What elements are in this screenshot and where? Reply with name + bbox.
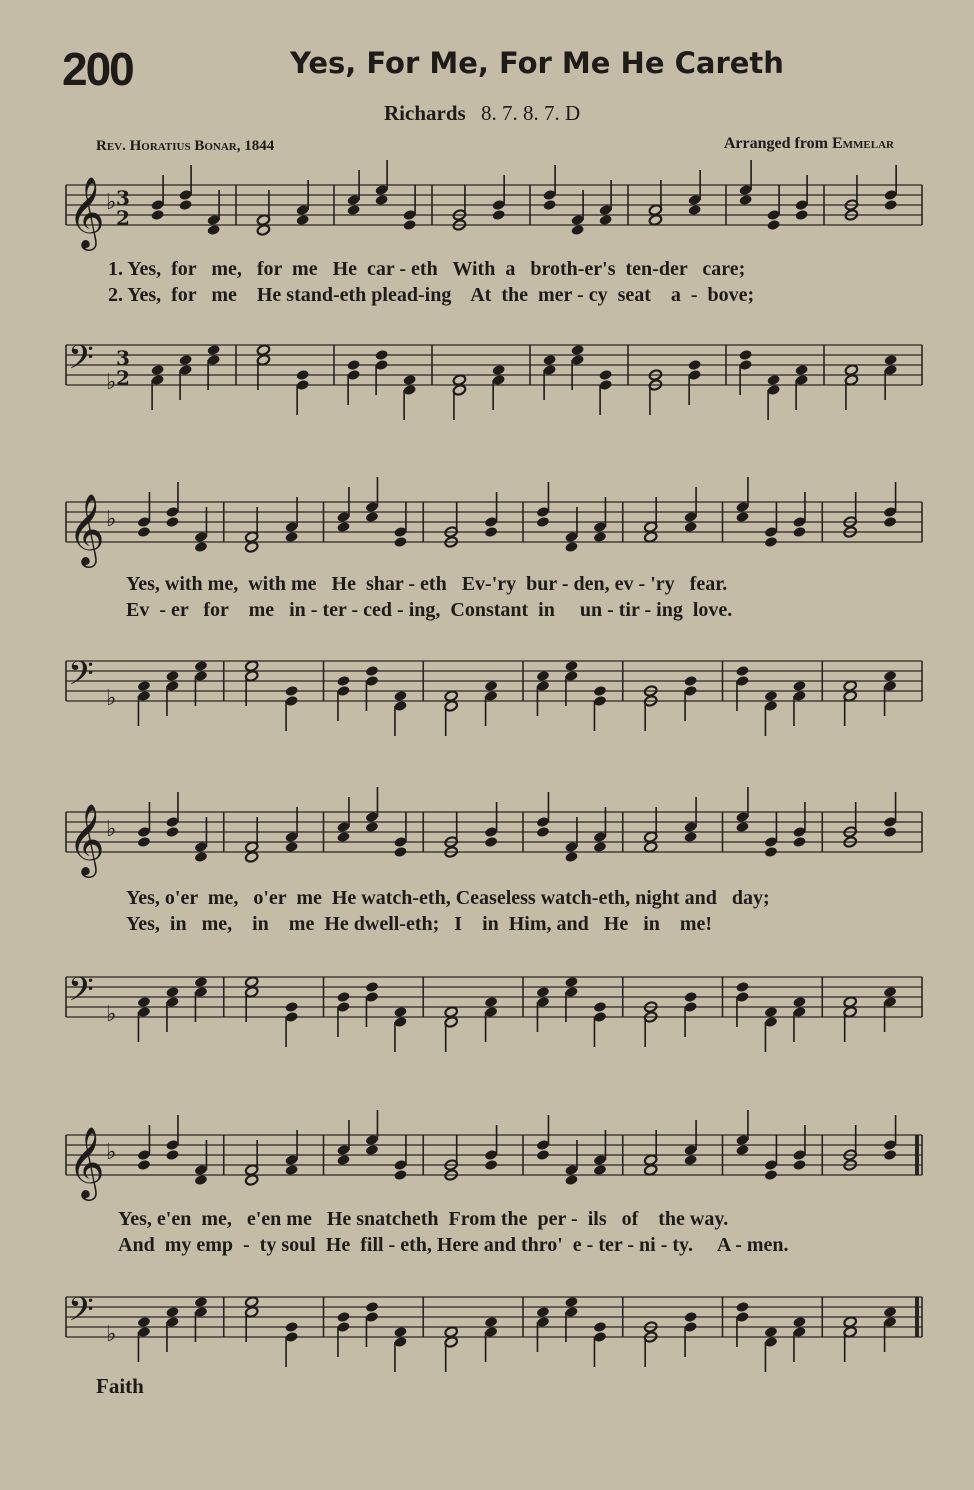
note-head	[484, 1159, 498, 1171]
tune-line	[384, 101, 580, 126]
note-head	[444, 1006, 458, 1018]
note-head	[484, 680, 498, 692]
time-signature-top: 3	[116, 186, 130, 210]
treble-staff	[0, 1120, 974, 1198]
note-head	[194, 541, 208, 553]
note-head	[593, 531, 607, 543]
note-head	[792, 836, 806, 848]
key-signature-flat-icon: ♭	[106, 1322, 117, 1347]
note-head	[137, 526, 151, 538]
note-head	[194, 660, 208, 672]
note-head	[194, 1296, 208, 1308]
note-head	[336, 831, 350, 843]
note-head	[296, 369, 310, 381]
note-head	[536, 826, 550, 838]
note-head	[484, 526, 498, 538]
note-head	[484, 1316, 498, 1328]
note-head	[794, 209, 808, 221]
note-head	[484, 996, 498, 1008]
note-head	[393, 846, 407, 858]
note-head	[536, 986, 550, 998]
note-head	[194, 1174, 208, 1186]
note-head	[683, 1154, 697, 1166]
key-signature-flat-icon: ♭	[106, 370, 117, 395]
note-head	[683, 675, 697, 687]
note-head	[792, 680, 806, 692]
note-head	[336, 1311, 350, 1323]
note-head	[206, 224, 220, 236]
note-head	[402, 219, 416, 231]
note-head	[883, 670, 897, 682]
note-head	[365, 821, 379, 833]
note-head	[593, 841, 607, 853]
note-head	[884, 354, 898, 366]
note-head	[593, 685, 607, 697]
note-head	[150, 364, 164, 376]
note-head	[735, 981, 749, 993]
treble-clef-icon: 𝄞	[68, 492, 105, 565]
note-head	[844, 364, 858, 376]
bass-staff	[0, 962, 974, 1032]
note-head	[683, 521, 697, 533]
note-head	[683, 991, 697, 1003]
note-head	[365, 665, 379, 677]
note-head	[564, 1174, 578, 1186]
note-head	[644, 531, 658, 543]
note-head	[598, 369, 612, 381]
note-head	[165, 826, 179, 838]
note-head	[593, 1164, 607, 1176]
note-head	[284, 1164, 298, 1176]
key-signature-flat-icon: ♭	[106, 190, 117, 215]
note-head	[884, 199, 898, 211]
note-head	[165, 1149, 179, 1161]
note-head	[444, 1326, 458, 1338]
note-head	[165, 1306, 179, 1318]
key-signature-flat-icon: ♭	[106, 1140, 117, 1165]
arranger-source: Emmelar	[832, 135, 894, 152]
note-head	[738, 194, 752, 206]
note-head	[644, 841, 658, 853]
note-head	[792, 996, 806, 1008]
hymn-title: Yes, For Me, For Me He Careth	[290, 46, 784, 80]
lyric-verse-1: Yes, e'en me, e'en me He snatcheth From the per - ils of the way.	[118, 1208, 729, 1230]
note-head	[764, 536, 778, 548]
note-head	[393, 1326, 407, 1338]
note-head	[365, 981, 379, 993]
note-head	[564, 541, 578, 553]
lyric-verse-2: Ev - er for me in - ter - ced - ing, Constant in un - tir - ing love.	[126, 599, 733, 621]
bass-clef-icon: 𝄢	[68, 1291, 94, 1337]
lyric-verse-2: Yes, in me, in me He dwell-eth; I in Him, and He in me!	[126, 913, 713, 935]
note-head	[206, 344, 220, 356]
note-head	[137, 836, 151, 848]
note-head	[245, 1296, 259, 1308]
treble-staff	[0, 797, 974, 875]
note-head	[165, 986, 179, 998]
note-head	[393, 536, 407, 548]
note-head	[688, 359, 702, 371]
time-signature-top: 3	[116, 346, 130, 370]
note-head	[484, 836, 498, 848]
note-head	[365, 511, 379, 523]
note-head	[735, 1301, 749, 1313]
treble-staff	[0, 487, 974, 565]
note-head	[194, 851, 208, 863]
note-head	[402, 374, 416, 386]
note-head	[536, 1306, 550, 1318]
note-head	[284, 1001, 298, 1013]
note-head	[444, 690, 458, 702]
note-head	[564, 976, 578, 988]
note-head	[883, 986, 897, 998]
key-signature-flat-icon: ♭	[106, 1002, 117, 1027]
note-head	[542, 199, 556, 211]
arranger-credit	[724, 135, 894, 153]
note-head	[792, 526, 806, 538]
note-head	[644, 1164, 658, 1176]
treble-staff	[0, 170, 974, 248]
note-head	[735, 1144, 749, 1156]
lyric-verse-1: Yes, with me, with me He shar - eth Ev-'ry bur - den, ev - 'ry fear.	[126, 573, 728, 595]
note-head	[764, 1326, 778, 1338]
note-head	[296, 214, 310, 226]
note-head	[542, 354, 556, 366]
lyric-verse-2: 2. Yes, for me He stand-eth plead-ing At the mer - cy seat a - bove;	[108, 284, 755, 306]
key-signature-flat-icon: ♭	[106, 817, 117, 842]
lyric-verse-2: And my emp - ty soul He fill - eth, Here and thro' e - ter - ni - ty. A - men.	[118, 1234, 789, 1256]
note-head	[374, 349, 388, 361]
note-head	[766, 219, 780, 231]
treble-clef-icon: 𝄞	[68, 1125, 105, 1198]
note-head	[393, 1006, 407, 1018]
note-head	[452, 374, 466, 386]
bass-clef-icon: 𝄢	[68, 655, 94, 701]
note-head	[165, 516, 179, 528]
lyric-verse-1: Yes, o'er me, o'er me He watch-eth, Ceaseless watch-eth, night and day;	[126, 887, 770, 909]
note-head	[738, 349, 752, 361]
bass-clef-icon: 𝄢	[68, 339, 94, 385]
bass-staff	[0, 1282, 974, 1352]
time-signature-bottom: 2	[116, 366, 130, 390]
note-head	[256, 344, 270, 356]
bass-staff	[0, 330, 974, 400]
note-head	[593, 1321, 607, 1333]
time-signature-bottom: 2	[116, 206, 130, 230]
note-head	[792, 1159, 806, 1171]
note-head	[593, 1001, 607, 1013]
tune-name: Richards	[384, 101, 466, 125]
note-head	[683, 831, 697, 843]
note-head	[735, 821, 749, 833]
note-head	[194, 976, 208, 988]
treble-clef-icon: 𝄞	[68, 802, 105, 875]
note-head	[792, 1316, 806, 1328]
note-head	[178, 354, 192, 366]
note-head	[284, 531, 298, 543]
note-head	[393, 1169, 407, 1181]
treble-clef-icon: 𝄞	[68, 175, 105, 248]
note-head	[688, 204, 702, 216]
note-head	[284, 841, 298, 853]
note-head	[245, 541, 259, 553]
note-head	[536, 516, 550, 528]
note-head	[492, 209, 506, 221]
author-credit: Rev. Horatius Bonar, 1844	[96, 138, 275, 154]
note-head	[346, 359, 360, 371]
note-head	[284, 685, 298, 697]
note-head	[245, 976, 259, 988]
note-head	[764, 1006, 778, 1018]
note-head	[564, 660, 578, 672]
note-head	[165, 670, 179, 682]
note-head	[883, 826, 897, 838]
note-head	[883, 516, 897, 528]
note-head	[336, 1154, 350, 1166]
note-head	[735, 511, 749, 523]
note-head	[648, 214, 662, 226]
note-head	[735, 665, 749, 677]
bass-staff	[0, 646, 974, 716]
note-head	[137, 1316, 151, 1328]
note-head	[150, 209, 164, 221]
note-head	[598, 214, 612, 226]
note-head	[570, 224, 584, 236]
note-head	[178, 199, 192, 211]
note-head	[843, 1316, 857, 1328]
tune-meter: 8. 7. 8. 7. D	[480, 101, 581, 125]
note-head	[245, 660, 259, 672]
note-head	[536, 1149, 550, 1161]
note-head	[393, 690, 407, 702]
lyric-verse-1: 1. Yes, for me, for me He car - eth With a broth-er's ten-der care;	[108, 258, 746, 280]
note-head	[794, 364, 808, 376]
note-head	[536, 670, 550, 682]
note-head	[764, 690, 778, 702]
note-head	[766, 374, 780, 386]
note-head	[683, 1311, 697, 1323]
note-head	[137, 1159, 151, 1171]
note-head	[137, 996, 151, 1008]
note-head	[137, 680, 151, 692]
note-head	[256, 224, 270, 236]
note-head	[374, 194, 388, 206]
note-head	[284, 1321, 298, 1333]
note-head	[492, 364, 506, 376]
note-head	[336, 521, 350, 533]
note-head	[570, 344, 584, 356]
key-signature-flat-icon: ♭	[106, 507, 117, 532]
note-head	[245, 1174, 259, 1186]
note-head	[764, 1169, 778, 1181]
key-signature-flat-icon: ♭	[106, 686, 117, 711]
note-head	[843, 680, 857, 692]
note-head	[883, 1306, 897, 1318]
topic-label: Faith	[96, 1374, 144, 1398]
note-head	[843, 996, 857, 1008]
note-head	[346, 204, 360, 216]
arranger-prefix: Arranged from	[723, 135, 828, 152]
note-head	[365, 1144, 379, 1156]
hymn-number: 200	[62, 43, 133, 95]
note-head	[336, 675, 350, 687]
note-head	[365, 1301, 379, 1313]
note-head	[336, 991, 350, 1003]
note-head	[764, 846, 778, 858]
note-head	[883, 1149, 897, 1161]
note-head	[564, 1296, 578, 1308]
bass-clef-icon: 𝄢	[68, 971, 94, 1017]
note-head	[564, 851, 578, 863]
note-head	[245, 851, 259, 863]
